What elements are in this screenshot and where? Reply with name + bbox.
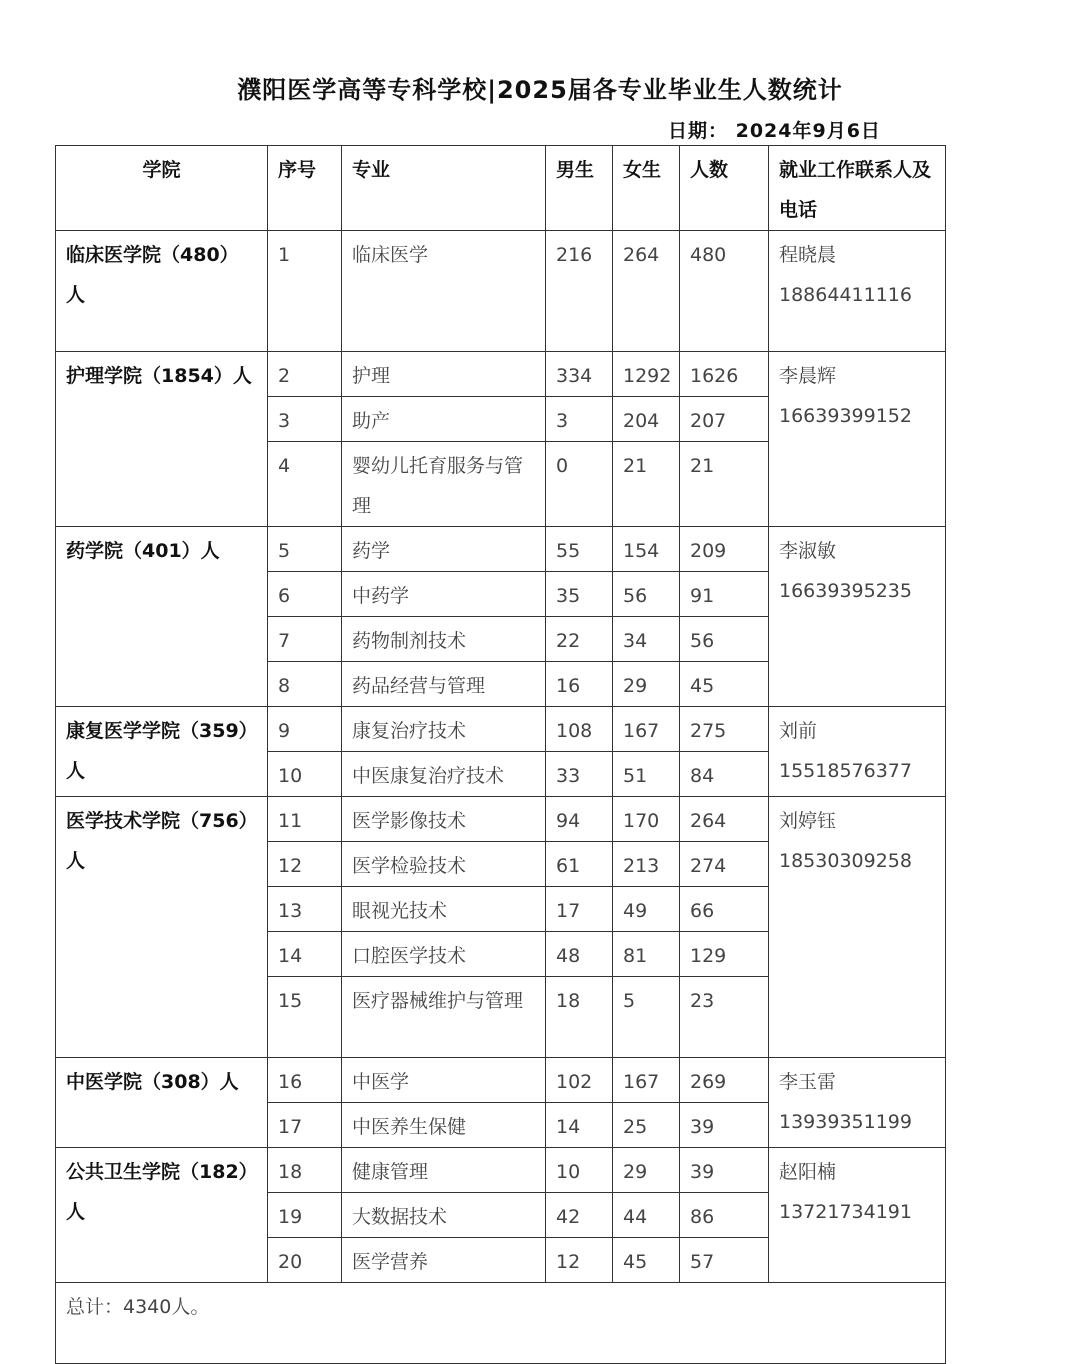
row-total: 57 — [680, 1238, 769, 1283]
header-major: 专业 — [342, 146, 546, 231]
row-major: 康复治疗技术 — [342, 707, 546, 752]
row-major: 医学检验技术 — [342, 842, 546, 887]
contact-phone: 18530309258 — [779, 850, 912, 872]
row-seq: 11 — [268, 797, 342, 842]
contact-name: 李晨辉 — [779, 365, 837, 387]
graduate-statistics-table — [55, 145, 946, 1364]
row-major: 中医学 — [342, 1058, 546, 1103]
row-male: 42 — [546, 1193, 613, 1238]
row-total: 45 — [680, 662, 769, 707]
row-total: 56 — [680, 617, 769, 662]
row-total: 269 — [680, 1058, 769, 1103]
row-male: 3 — [546, 397, 613, 442]
row-female: 29 — [613, 662, 680, 707]
row-female: 44 — [613, 1193, 680, 1238]
row-male: 94 — [546, 797, 613, 842]
contact-cell — [769, 527, 946, 707]
row-major: 药品经营与管理 — [342, 662, 546, 707]
row-total: 209 — [680, 527, 769, 572]
row-major: 护理 — [342, 352, 546, 397]
row-female: 5 — [613, 977, 680, 1058]
row-total: 275 — [680, 707, 769, 752]
row-major: 眼视光技术 — [342, 887, 546, 932]
row-female: 167 — [613, 707, 680, 752]
table-row — [56, 231, 946, 352]
contact-cell — [769, 231, 946, 352]
contact-phone: 13939351199 — [779, 1111, 912, 1133]
row-seq: 6 — [268, 572, 342, 617]
row-male: 33 — [546, 752, 613, 797]
row-total: 84 — [680, 752, 769, 797]
row-major: 医学营养 — [342, 1238, 546, 1283]
report-date: 日期： 2024年9月6日 — [668, 120, 881, 142]
contact-cell — [769, 352, 946, 527]
contact-name: 程晓晨 — [779, 244, 837, 266]
row-female: 45 — [613, 1238, 680, 1283]
row-seq: 7 — [268, 617, 342, 662]
row-male: 35 — [546, 572, 613, 617]
header-college: 学院 — [56, 146, 268, 231]
college-name: 康复医学学院（359）人 — [56, 707, 268, 797]
row-major: 中医养生保健 — [342, 1103, 546, 1148]
row-major: 药物制剂技术 — [342, 617, 546, 662]
contact-name: 赵阳楠 — [779, 1161, 837, 1183]
row-total: 1626 — [680, 352, 769, 397]
row-seq: 12 — [268, 842, 342, 887]
row-total: 274 — [680, 842, 769, 887]
header-total: 人数 — [680, 146, 769, 231]
row-total: 39 — [680, 1103, 769, 1148]
contact-phone: 13721734191 — [779, 1201, 912, 1223]
contact-phone: 16639395235 — [779, 580, 912, 602]
summary-row — [56, 1283, 946, 1364]
row-male: 10 — [546, 1148, 613, 1193]
row-female: 49 — [613, 887, 680, 932]
row-total: 39 — [680, 1148, 769, 1193]
contact-phone: 18864411116 — [779, 284, 912, 306]
table-row — [56, 527, 946, 572]
table-body — [56, 146, 946, 1364]
contact-cell — [769, 1148, 946, 1283]
row-total: 66 — [680, 887, 769, 932]
row-female: 21 — [613, 442, 680, 527]
contact-cell — [769, 797, 946, 1058]
row-male: 17 — [546, 887, 613, 932]
row-seq: 1 — [268, 231, 342, 352]
row-female: 264 — [613, 231, 680, 352]
row-female: 167 — [613, 1058, 680, 1103]
college-name: 医学技术学院（756）人 — [56, 797, 268, 1058]
row-seq: 14 — [268, 932, 342, 977]
row-seq: 3 — [268, 397, 342, 442]
contact-cell — [769, 1058, 946, 1148]
row-male: 334 — [546, 352, 613, 397]
summary-total: 总计：4340人。 — [56, 1283, 946, 1364]
row-female: 1292 — [613, 352, 680, 397]
row-seq: 5 — [268, 527, 342, 572]
row-major: 医疗器械维护与管理 — [342, 977, 546, 1058]
header-female: 女生 — [613, 146, 680, 231]
row-male: 14 — [546, 1103, 613, 1148]
row-female: 56 — [613, 572, 680, 617]
row-male: 12 — [546, 1238, 613, 1283]
row-male: 18 — [546, 977, 613, 1058]
contact-cell — [769, 707, 946, 797]
table-header-row — [56, 146, 946, 231]
row-male: 0 — [546, 442, 613, 527]
row-seq: 10 — [268, 752, 342, 797]
row-total: 91 — [680, 572, 769, 617]
college-name: 临床医学院（480）人 — [56, 231, 268, 352]
header-seq: 序号 — [268, 146, 342, 231]
row-total: 207 — [680, 397, 769, 442]
row-total: 480 — [680, 231, 769, 352]
row-seq: 20 — [268, 1238, 342, 1283]
row-major: 健康管理 — [342, 1148, 546, 1193]
row-seq: 2 — [268, 352, 342, 397]
table-row — [56, 707, 946, 752]
row-female: 29 — [613, 1148, 680, 1193]
row-seq: 15 — [268, 977, 342, 1058]
row-seq: 16 — [268, 1058, 342, 1103]
page-title: 濮阳医学高等专科学校|2025届各专业毕业生人数统计 — [237, 76, 843, 104]
row-female: 51 — [613, 752, 680, 797]
contact-phone: 16639399152 — [779, 405, 912, 427]
row-major: 中医康复治疗技术 — [342, 752, 546, 797]
row-female: 170 — [613, 797, 680, 842]
row-major: 药学 — [342, 527, 546, 572]
contact-name: 刘前 — [779, 720, 818, 742]
college-name: 中医学院（308）人 — [56, 1058, 268, 1148]
row-major: 大数据技术 — [342, 1193, 546, 1238]
row-male: 108 — [546, 707, 613, 752]
row-seq: 13 — [268, 887, 342, 932]
row-female: 81 — [613, 932, 680, 977]
row-major: 口腔医学技术 — [342, 932, 546, 977]
row-male: 61 — [546, 842, 613, 887]
row-major: 医学影像技术 — [342, 797, 546, 842]
college-name: 护理学院（1854）人 — [56, 352, 268, 527]
row-major: 助产 — [342, 397, 546, 442]
row-total: 21 — [680, 442, 769, 527]
row-male: 216 — [546, 231, 613, 352]
row-major: 临床医学 — [342, 231, 546, 352]
college-name: 公共卫生学院（182）人 — [56, 1148, 268, 1283]
row-male: 55 — [546, 527, 613, 572]
row-female: 25 — [613, 1103, 680, 1148]
contact-name: 李玉雷 — [779, 1071, 837, 1093]
table-row — [56, 1148, 946, 1193]
contact-name: 李淑敏 — [779, 540, 837, 562]
table-row — [56, 1058, 946, 1103]
row-female: 213 — [613, 842, 680, 887]
row-seq: 17 — [268, 1103, 342, 1148]
table-row — [56, 797, 946, 842]
row-male: 102 — [546, 1058, 613, 1103]
header-contact: 就业工作联系人及电话 — [769, 146, 946, 231]
row-female: 204 — [613, 397, 680, 442]
row-male: 16 — [546, 662, 613, 707]
row-seq: 19 — [268, 1193, 342, 1238]
row-male: 22 — [546, 617, 613, 662]
row-total: 86 — [680, 1193, 769, 1238]
table-row — [56, 352, 946, 397]
row-female: 34 — [613, 617, 680, 662]
row-male: 48 — [546, 932, 613, 977]
row-seq: 4 — [268, 442, 342, 527]
row-major: 中药学 — [342, 572, 546, 617]
row-total: 23 — [680, 977, 769, 1058]
row-seq: 9 — [268, 707, 342, 752]
contact-name: 刘婷钰 — [779, 810, 837, 832]
contact-phone: 15518576377 — [779, 760, 912, 782]
row-total: 129 — [680, 932, 769, 977]
row-major: 婴幼儿托育服务与管理 — [342, 442, 546, 527]
college-name: 药学院（401）人 — [56, 527, 268, 707]
header-male: 男生 — [546, 146, 613, 231]
row-total: 264 — [680, 797, 769, 842]
row-female: 154 — [613, 527, 680, 572]
row-seq: 18 — [268, 1148, 342, 1193]
row-seq: 8 — [268, 662, 342, 707]
